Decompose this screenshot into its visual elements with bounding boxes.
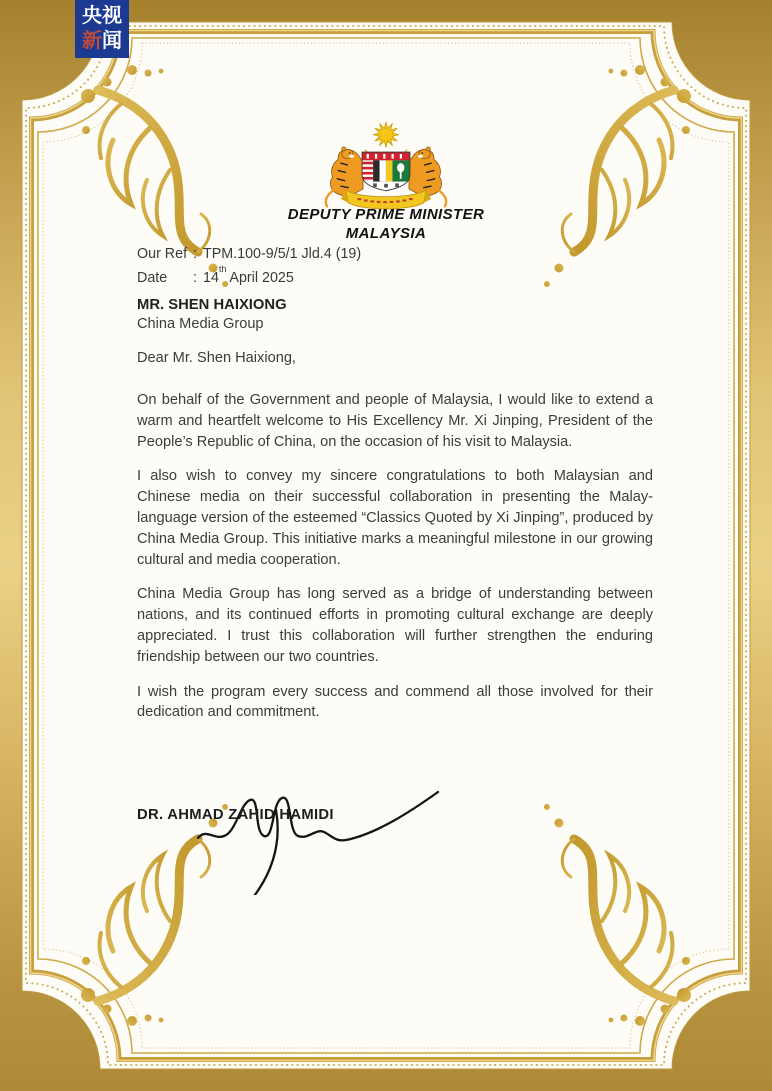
paragraph-4: I wish the program every success and commend all those involved for their dedication and commitment.: [137, 683, 653, 721]
date-label: Date: [137, 269, 168, 286]
cctv-news-logo-line2: [82, 29, 122, 54]
letter-body: [137, 390, 653, 737]
letterhead-org-line1: DEPUTY PRIME MINISTER: [287, 206, 485, 223]
ref-line: Our Ref : TPM.100-9/5/1 Jld.4 (19): [137, 246, 362, 262]
cctv-news-logo: [75, 0, 129, 58]
date-rest: April 2025: [229, 269, 294, 286]
date-day: 14: [203, 269, 219, 286]
letter-paper: [45, 45, 727, 1046]
salutation: Dear Mr. Shen Haixiong,: [137, 350, 296, 366]
letterhead-org-line2: MALAYSIA: [345, 225, 427, 242]
paragraph-3: China Media Group has long served as a bridge of understanding between nations, and its continued efforts in promoting cultural exchange are deeply appreciated. I trust this collaboration will further strengthen the enduring friendship between our two countries.: [137, 586, 653, 665]
cctv-news-logo-char-wen: 闻: [102, 30, 122, 52]
date-line: Date : 14thApril 2025: [137, 263, 294, 286]
reference-block: [137, 245, 361, 288]
paragraph-1: On behalf of the Government and people of Malaysia, I would like to extend a warm and heartfelt welcome to His Excellency Mr. Xi Jinping, President of the People’s Republic of China, on the occasion of his visit to Malaysia.: [137, 392, 653, 450]
paragraph-2: I also wish to convey my sincere congratulations to both Malaysian and Chinese media on their successful collaboration in presenting the Malay-language version of the esteemed “Classics Quoted by Xi Jinping”, produced by China Media Group. This initiative marks a meaningful milestone in our growing cultural and media cooperation.: [137, 468, 653, 568]
cctv-news-logo-char-xin: 新: [82, 30, 102, 52]
recipient-name: MR. SHEN HAIXIONG: [137, 297, 287, 313]
signatory-name: DR. AHMAD ZAHID HAMIDI: [137, 807, 334, 823]
recipient-block: [137, 296, 287, 334]
date-ordinal: th: [218, 263, 227, 274]
ref-label: Our Ref: [137, 246, 188, 262]
recipient-org: China Media Group: [137, 316, 264, 332]
ref-value: TPM.100-9/5/1 Jld.4 (19): [203, 246, 362, 262]
cctv-news-logo-line1: 央视: [82, 5, 122, 27]
